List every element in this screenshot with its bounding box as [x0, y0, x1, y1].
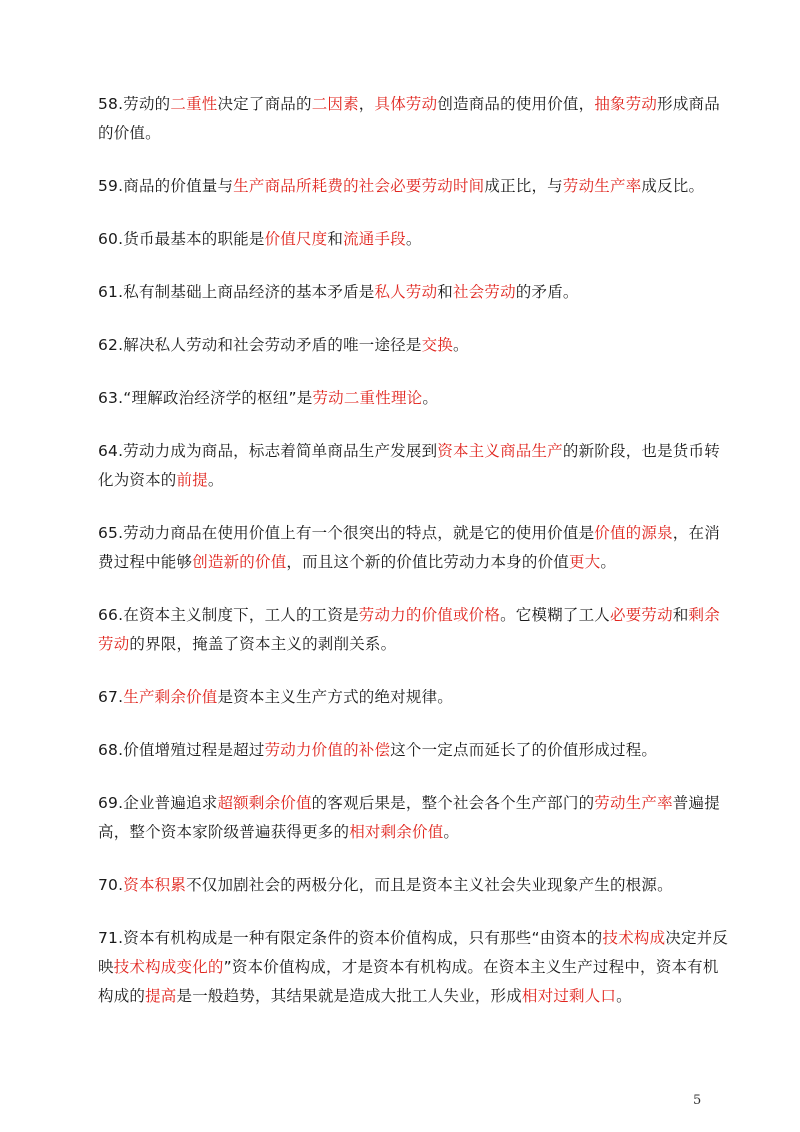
list-item	[98, 172, 734, 201]
highlighted-term: 生产剩余价值	[123, 688, 218, 706]
highlighted-term: 相对过剩人口	[521, 987, 617, 1005]
item-number: 65.	[98, 524, 124, 542]
item-number: 58.	[98, 95, 124, 113]
list-item	[98, 331, 734, 360]
highlighted-term: 价值的源泉	[594, 524, 673, 542]
text-segment: 。它模糊了工人	[500, 606, 610, 624]
list-item	[98, 871, 734, 900]
list-item	[98, 601, 734, 659]
list-item	[98, 736, 734, 765]
highlighted-term: 资本积累	[123, 876, 187, 894]
item-number: 71.	[98, 929, 124, 947]
item-number: 59.	[98, 177, 124, 195]
highlighted-term: 剩余劳动	[98, 606, 720, 653]
list-item	[98, 683, 734, 712]
text-segment: 商品的价值量与	[123, 177, 234, 195]
highlighted-term: 劳动力价值的补偿	[264, 741, 391, 759]
text-segment: 货币最基本的职能是	[123, 230, 265, 248]
text-segment: 劳动力成为商品，标志着简单商品生产发展到	[123, 442, 438, 460]
list-item	[98, 384, 734, 413]
text-segment: 的界限，掩盖了资本主义的剥削关系。	[129, 635, 397, 653]
highlighted-term: 技术构成变化的	[113, 958, 224, 976]
text-segment: 的矛盾。	[515, 283, 579, 301]
highlighted-term: 劳动生产率	[594, 794, 673, 812]
text-segment: 普遍提高，整个资本家阶级普遍获得更多的	[98, 794, 720, 841]
item-number: 63.	[98, 389, 124, 407]
text-segment: 的客观后果是，整个社会各个生产部门的	[311, 794, 595, 812]
text-segment: 。	[405, 230, 422, 248]
list-item	[98, 519, 734, 577]
list-item	[98, 90, 734, 148]
text-segment: 价值增殖过程是超过	[123, 741, 265, 759]
highlighted-term: 价值尺度	[264, 230, 328, 248]
text-segment: 这个一定点而延长了的价值形成过程。	[390, 741, 658, 759]
text-segment: 企业普遍追求	[123, 794, 218, 812]
text-segment: 和	[327, 230, 344, 248]
highlighted-term: 劳动二重性理论	[312, 389, 423, 407]
text-segment: ，在消费过程中能够	[98, 524, 720, 571]
highlighted-term: 劳动力的价值或价格	[358, 606, 501, 624]
highlighted-term: 二重性	[170, 95, 218, 113]
text-segment: 成正比，与	[484, 177, 563, 195]
text-segment: 。	[207, 471, 224, 489]
text-segment: 解决私人劳动和社会劳动矛盾的唯一途径是	[123, 336, 422, 354]
text-segment: 不仅加剧社会的两极分化，而且是资本主义社会失业现象产生的根源。	[186, 876, 673, 894]
highlighted-term: 必要劳动	[610, 606, 673, 624]
highlighted-term: 前提	[176, 471, 208, 489]
text-segment: 。	[452, 336, 469, 354]
text-segment: 是资本主义生产方式的绝对规律。	[217, 688, 453, 706]
text-segment: 劳动力商品在使用价值上有一个很突出的特点，就是它的使用价值是	[123, 524, 595, 542]
item-number: 67.	[98, 688, 124, 706]
item-number: 61.	[98, 283, 124, 301]
text-segment: 形成商品的价值。	[98, 95, 720, 142]
item-number: 62.	[98, 336, 124, 354]
highlighted-term: 社会劳动	[452, 283, 516, 301]
text-segment: 。	[422, 389, 439, 407]
highlighted-term: 二因素	[311, 95, 359, 113]
text-segment: 私有制基础上商品经济的基本矛盾是	[123, 283, 375, 301]
text-segment: 和	[437, 283, 453, 301]
list-item	[98, 225, 734, 254]
text-segment: 。	[443, 823, 460, 841]
text-segment: 创造商品的使用价值，	[437, 95, 595, 113]
text-segment: 劳动的	[123, 95, 171, 113]
highlighted-term: 流通手段	[343, 230, 406, 248]
document-body	[98, 90, 734, 1035]
item-number: 69.	[98, 794, 124, 812]
text-segment: ，	[358, 95, 375, 113]
highlighted-term: 提高	[145, 987, 177, 1005]
list-item	[98, 789, 734, 847]
text-segment: 的新阶段，也是货币转化为资本的	[98, 442, 720, 489]
page-number: 5	[693, 1093, 702, 1108]
highlighted-term: 相对剩余价值	[349, 823, 444, 841]
item-number: 60.	[98, 230, 124, 248]
text-segment: 资本有机构成是一种有限定条件的资本价值构成，只有那些“由资本的	[123, 929, 603, 947]
text-segment: 决定了商品的	[217, 95, 312, 113]
highlighted-term: 更大	[569, 553, 601, 571]
text-segment: 成反比。	[641, 177, 705, 195]
highlighted-term: 超额剩余价值	[217, 794, 312, 812]
text-segment: “理解政治经济学的枢纽”是	[123, 389, 313, 407]
item-number: 68.	[98, 741, 124, 759]
highlighted-term: 资本主义商品生产	[437, 442, 563, 460]
text-segment: 。	[600, 553, 617, 571]
highlighted-term: 生产商品所耗费的社会必要劳动时间	[233, 177, 485, 195]
text-segment: 在资本主义制度下，工人的工资是	[123, 606, 359, 624]
highlighted-term: 技术构成	[602, 929, 666, 947]
highlighted-term: 交换	[421, 336, 453, 354]
text-segment: 是一般趋势，其结果就是造成大批工人失业，形成	[176, 987, 522, 1005]
list-item	[98, 924, 734, 1011]
highlighted-term: 创造新的价值	[192, 553, 287, 571]
highlighted-term: 抽象劳动	[594, 95, 658, 113]
item-number: 66.	[98, 606, 124, 624]
highlighted-term: 劳动生产率	[562, 177, 642, 195]
list-item	[98, 278, 734, 307]
text-segment: 。	[616, 987, 632, 1005]
text-segment: ”资本价值构成，才是资本有机构成。在资本主义生产过程中，资本有机构成的	[98, 958, 719, 1005]
text-segment: 决定并反映	[98, 929, 729, 976]
text-segment: 和	[672, 606, 689, 624]
item-number: 64.	[98, 442, 124, 460]
item-number: 70.	[98, 876, 124, 894]
highlighted-term: 具体劳动	[374, 95, 438, 113]
highlighted-term: 私人劳动	[374, 283, 438, 301]
text-segment: ，而且这个新的价值比劳动力本身的价值	[286, 553, 570, 571]
list-item	[98, 437, 734, 495]
